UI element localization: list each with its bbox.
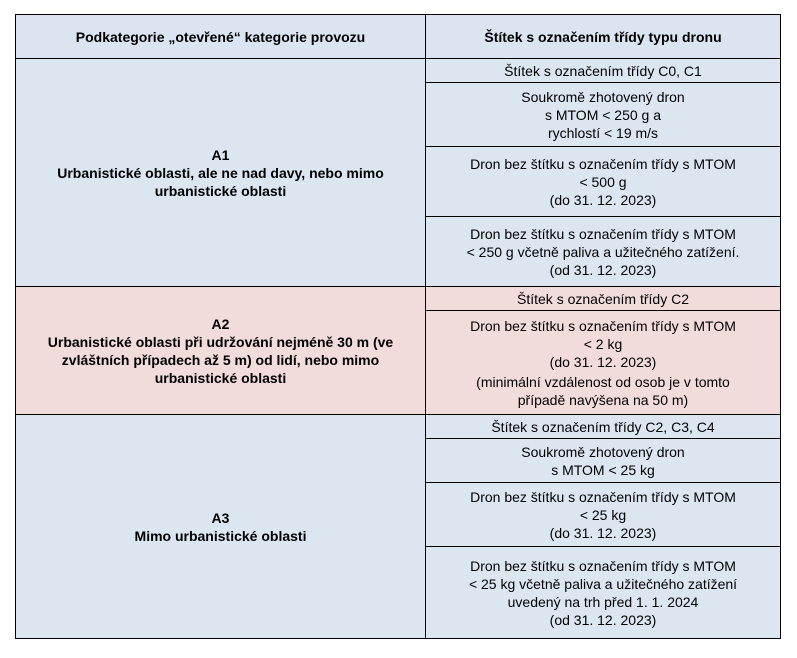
label-line: Soukromě zhotovený dron: [521, 443, 685, 460]
label-line: (do 31. 12. 2023): [549, 524, 657, 541]
drone-class-label-cell: [426, 483, 781, 547]
label-line: Dron bez štítku s označením třídy s MTOM: [470, 225, 736, 242]
header-drone-class-label: Štítek s označením třídy typu dronu: [426, 15, 781, 59]
drone-class-label-cell: [426, 415, 781, 439]
label-line: < 25 kg: [579, 506, 627, 523]
drone-class-label-cell: [426, 311, 781, 415]
label-line: Dron bez štítku s označením třídy s MTOM: [470, 155, 736, 172]
table-row: [16, 415, 781, 439]
subcategory-description: Urbanistické oblasti, ale ne nad davy, nebo mimo urbanistické oblasti: [57, 164, 384, 199]
label-line: Dron bez štítku s označením třídy s MTOM: [470, 317, 736, 334]
label-line: Soukromě zhotovený dron: [521, 88, 685, 105]
label-line: s MTOM < 250 g a: [544, 106, 662, 123]
label-line: rychlostí < 19 m/s: [547, 124, 659, 141]
subcategory-cell: [16, 287, 426, 415]
drone-class-label-cell: [426, 59, 781, 83]
label-line: Dron bez štítku s označením třídy s MTOM: [470, 557, 736, 574]
header-row: [16, 15, 781, 59]
table-body: [16, 59, 781, 639]
label-line: s MTOM < 25 kg: [551, 461, 655, 478]
table-row: [16, 287, 781, 311]
drone-class-label-cell: [426, 439, 781, 483]
label-line: (do 31. 12. 2023): [549, 353, 657, 370]
drone-category-table: [15, 14, 781, 639]
subcategory-description: Mimo urbanistické oblasti: [134, 527, 307, 544]
subcategory-cell: [16, 59, 426, 287]
subcategory-code: A3: [211, 509, 230, 526]
label-line: Štítek s označením třídy C0, C1: [504, 62, 702, 79]
subcategory-code: A2: [211, 315, 230, 332]
note-line: (minimální vzdálenost od osob je v tomto: [476, 373, 730, 390]
subcategory-description: Urbanistické oblasti při udržování nejméně 30 m (ve zvláštních případech až 5 m) od lidí, nebo mimo urbanistické oblasti: [47, 333, 394, 386]
label-line: (do 31. 12. 2023): [549, 191, 657, 208]
label-line: uvedený na trh před 1. 1. 2024: [507, 593, 699, 610]
label-line: (od 31. 12. 2023): [549, 261, 657, 278]
note-line: případě navýšena na 50 m): [517, 391, 689, 408]
label-line: < 250 g včetně paliva a užitečného zatížení.: [466, 243, 740, 260]
label-line: (od 31. 12. 2023): [549, 611, 657, 628]
label-line: < 25 kg včetně paliva a užitečného zatížení: [468, 575, 738, 592]
drone-class-label-cell: [426, 147, 781, 217]
drone-class-label-cell: [426, 217, 781, 287]
label-line: Štítek s označením třídy C2, C3, C4: [491, 418, 715, 435]
subcategory-cell: [16, 415, 426, 639]
subcategory-code: A1: [211, 146, 230, 163]
drone-class-label-cell: [426, 547, 781, 639]
drone-class-label-cell: [426, 83, 781, 147]
header-subcategory: Podkategorie „otevřené“ kategorie provozu: [16, 15, 426, 59]
label-note: [430, 373, 776, 409]
drone-class-label-cell: [426, 287, 781, 311]
label-line: Štítek s označením třídy C2: [517, 290, 689, 307]
label-line: < 500 g: [579, 173, 627, 190]
label-line: < 2 kg: [583, 335, 623, 352]
label-line: Dron bez štítku s označením třídy s MTOM: [470, 488, 736, 505]
table-row: [16, 59, 781, 83]
